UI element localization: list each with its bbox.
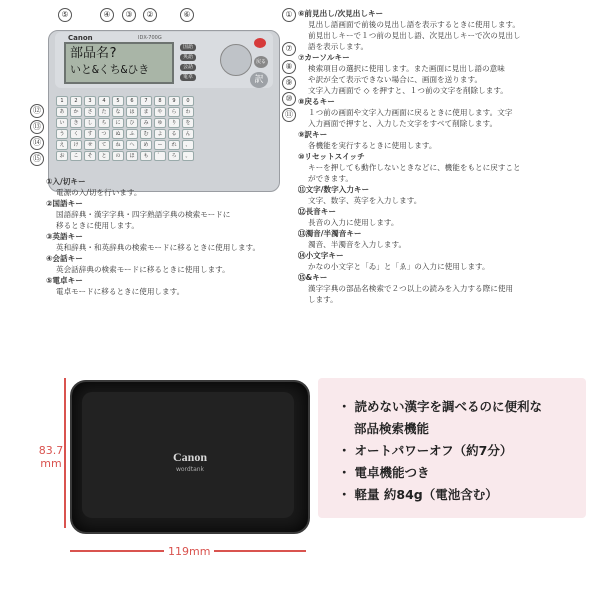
screen-line-1: 部品名? [70, 46, 117, 61]
key[interactable]: ち [98, 118, 110, 128]
key[interactable]: 9 [168, 96, 180, 106]
translate-key[interactable]: 訳 [250, 72, 268, 88]
callout-13: ⑬ [30, 120, 44, 134]
key[interactable]: つ [98, 129, 110, 139]
feature-item-4: ・ 軽量 約84g（電池含む） [338, 487, 498, 502]
key[interactable]: 8 [154, 96, 166, 106]
callout-8: ⑧ [282, 60, 296, 74]
desc-text: 各機能を実行するときに使用します。 [308, 141, 437, 150]
width-dimension-label: 119mm [164, 545, 214, 558]
desc-heading: ②国語キー [46, 199, 83, 208]
key-row [56, 118, 194, 128]
screen-line-2: いと&くち&ひき [70, 63, 150, 76]
desc-text: 英和辞典・和英辞典の検索モードに移るときに使用します。 [56, 243, 261, 252]
key[interactable]: せ [84, 140, 96, 150]
key[interactable]: 。 [182, 151, 194, 161]
power-key[interactable] [254, 38, 266, 48]
key[interactable]: ら [168, 107, 180, 117]
key[interactable]: い [56, 118, 68, 128]
key[interactable]: を [182, 118, 194, 128]
desc-heading: ⑮&キー [298, 273, 328, 282]
desc-text: 英会話辞典の検索モードに移るときに使用します。 [56, 265, 230, 274]
key[interactable]: る [168, 129, 180, 139]
key-row [56, 151, 194, 161]
key[interactable]: む [140, 129, 152, 139]
desc-heading: ⑤電卓キー [46, 276, 83, 285]
desc-text: 電卓モードに移るときに使用します。 [56, 287, 185, 296]
callout-7: ⑦ [282, 42, 296, 56]
height-dimension-line [64, 378, 66, 528]
key-row [56, 96, 194, 106]
desc-text: や訳が全て表示できない場合に、画面を送ります。 [308, 75, 483, 84]
desc-heading: ⑨訳キー [298, 130, 328, 139]
left-descriptions [46, 176, 306, 297]
closed-device-subbrand: wordtank [175, 466, 205, 473]
desc-text: 前見出しキーで１つ前の見出し語、次見出しキーで次の見出し [308, 31, 521, 40]
callout-15: ⑮ [30, 152, 44, 166]
key[interactable]: や [154, 107, 166, 117]
key-row [56, 107, 194, 117]
key[interactable]: 4 [98, 96, 110, 106]
key[interactable]: 6 [126, 96, 138, 106]
key[interactable]: へ [126, 140, 138, 150]
desc-text: します。 [308, 295, 338, 304]
desc-text: １つ前の画面や文字入力画面に戻るときに使用します。文字 [308, 108, 513, 117]
key[interactable]: ぬ [112, 129, 124, 139]
key[interactable]: よ [154, 129, 166, 139]
closed-device-brand: Canon [172, 450, 207, 464]
key[interactable]: ふ [126, 129, 138, 139]
key[interactable]: え [56, 140, 68, 150]
desc-heading: ⑬濁音/半濁音キー [298, 229, 362, 238]
callout-2: ② [143, 8, 157, 22]
key[interactable]: な [112, 107, 124, 117]
key[interactable]: ほ [126, 151, 138, 161]
desc-heading: ⑫長音キー [298, 207, 336, 216]
right-descriptions [298, 8, 594, 305]
callout-5: ⑤ [58, 8, 72, 22]
key[interactable]: ま [140, 107, 152, 117]
key[interactable]: そ [84, 151, 96, 161]
desc-heading: ⑥前見出し/次見出しキー [298, 9, 384, 18]
key[interactable]: こ [70, 151, 82, 161]
key[interactable]: と [98, 151, 110, 161]
desc-text: 電源の入/切を行います。 [56, 188, 142, 197]
desc-text: 漢字字典の部品名検索で２つ以上の読みを入力する際に使用 [308, 284, 514, 293]
feature-item-1-cont: 部品検索機能 [354, 421, 430, 436]
key[interactable]: に [112, 118, 124, 128]
desc-text: かなの小文字と「ゐ」と「ゑ」の入力に使用します。 [308, 262, 490, 271]
callout-14: ⑭ [30, 136, 44, 150]
key[interactable]: さ [84, 107, 96, 117]
key[interactable]: ん [182, 129, 194, 139]
back-key[interactable]: 戻る [254, 56, 268, 68]
mode-key-dentaku[interactable]: 電卓 [180, 74, 196, 81]
device-brand: Canon [68, 34, 93, 42]
key[interactable]: 7 [140, 96, 152, 106]
callout-11: ⑪ [282, 108, 296, 122]
key[interactable]: ろ [168, 151, 180, 161]
key[interactable]: て [98, 140, 110, 150]
key[interactable]: け [70, 140, 82, 150]
desc-text: 文字、数字、英字を入力します。 [308, 196, 422, 205]
key[interactable]: れ [168, 140, 180, 150]
callout-12: ⑫ [30, 104, 44, 118]
key[interactable]: た [98, 107, 110, 117]
key[interactable]: く [70, 129, 82, 139]
desc-text: 国語辞典・漢字字典・四字熟語字典の検索モードに [56, 210, 231, 219]
key[interactable]: し [84, 118, 96, 128]
key[interactable]: か [70, 107, 82, 117]
key[interactable]: 3 [84, 96, 96, 106]
desc-heading: ⑩リセットスイッチ [298, 152, 365, 161]
key[interactable]: は [126, 107, 138, 117]
key[interactable]: も [140, 151, 152, 161]
key-row [56, 140, 194, 150]
mode-key-kaiwa[interactable]: 会話 [180, 64, 196, 71]
key[interactable]: め [140, 140, 152, 150]
key[interactable]: ゆ [154, 118, 166, 128]
key[interactable]: 1 [56, 96, 68, 106]
key[interactable]: う [56, 129, 68, 139]
mode-key-eigo[interactable]: 英語 [180, 54, 196, 61]
desc-heading: ⑪文字/数字入力キー [298, 185, 370, 194]
desc-text: 移るときに使用します。 [56, 221, 139, 230]
key[interactable]: ー [154, 140, 166, 150]
key[interactable]: 2 [70, 96, 82, 106]
key[interactable]: お [56, 151, 68, 161]
callout-6: ⑥ [180, 8, 194, 22]
desc-heading: ⑭小文字キー [298, 251, 344, 260]
key[interactable]: ね [112, 140, 124, 150]
device-model: IDX-700G [138, 35, 162, 41]
desc-heading: ⑧戻るキー [298, 97, 335, 106]
key[interactable]: き [70, 118, 82, 128]
feature-item-2: ・ オートパワーオフ（約7分） [338, 443, 513, 458]
feature-box [318, 378, 586, 518]
desc-text: ができます。 [308, 174, 353, 183]
key[interactable]: 、 [182, 140, 194, 150]
desc-text: 長音の入力に使用します。 [308, 218, 399, 227]
desc-text: 見出し語画面で前後の見出し語を表示するときに使用します。 [308, 20, 521, 29]
callout-10: ⑩ [282, 92, 296, 106]
feature-item-3: ・ 電卓機能つき [338, 465, 430, 480]
callout-4: ④ [100, 8, 114, 22]
key[interactable]: の [112, 151, 124, 161]
key[interactable]: あ [56, 107, 68, 117]
desc-text: キーを押しても動作しないときなどに、機能をもとに戻すこと [308, 163, 521, 172]
key[interactable]: ひ [126, 118, 138, 128]
key[interactable]: ゛ [154, 151, 166, 161]
desc-text: 文字入力画面で ◇ を押すと、１つ前の文字を削除します。 [308, 86, 508, 95]
callout-9: ⑨ [282, 76, 296, 90]
key[interactable]: わ [182, 107, 194, 117]
desc-heading: ④会話キー [46, 254, 83, 263]
key[interactable]: り [168, 118, 180, 128]
key[interactable]: 5 [112, 96, 124, 106]
key-row [56, 129, 194, 139]
device-screen [64, 42, 174, 84]
callout-3: ③ [122, 8, 136, 22]
key[interactable]: み [140, 118, 152, 128]
desc-text: 検索項目の選択に使用します。また画面に見出し語の意味 [308, 64, 505, 73]
feature-item-1: ・ 読めない漢字を調べるのに便利な [338, 399, 543, 414]
desc-heading: ③英語キー [46, 232, 83, 241]
desc-heading: ①入/切キー [46, 177, 86, 186]
desc-text: 入力画面で押すと、入力した文字をすべて削除します。 [308, 119, 498, 128]
cursor-key[interactable] [220, 44, 252, 76]
desc-heading: ⑦カーソルキー [298, 53, 350, 62]
height-dimension-label: 83.7 mm [38, 444, 64, 470]
desc-text: 語を表示します。 [308, 42, 369, 51]
callout-1: ① [282, 8, 296, 22]
key[interactable]: 0 [182, 96, 194, 106]
key[interactable]: す [84, 129, 96, 139]
desc-text: 濁音、半濁音を入力します。 [308, 240, 407, 249]
mode-key-kokugo[interactable]: 国語 [180, 44, 196, 51]
